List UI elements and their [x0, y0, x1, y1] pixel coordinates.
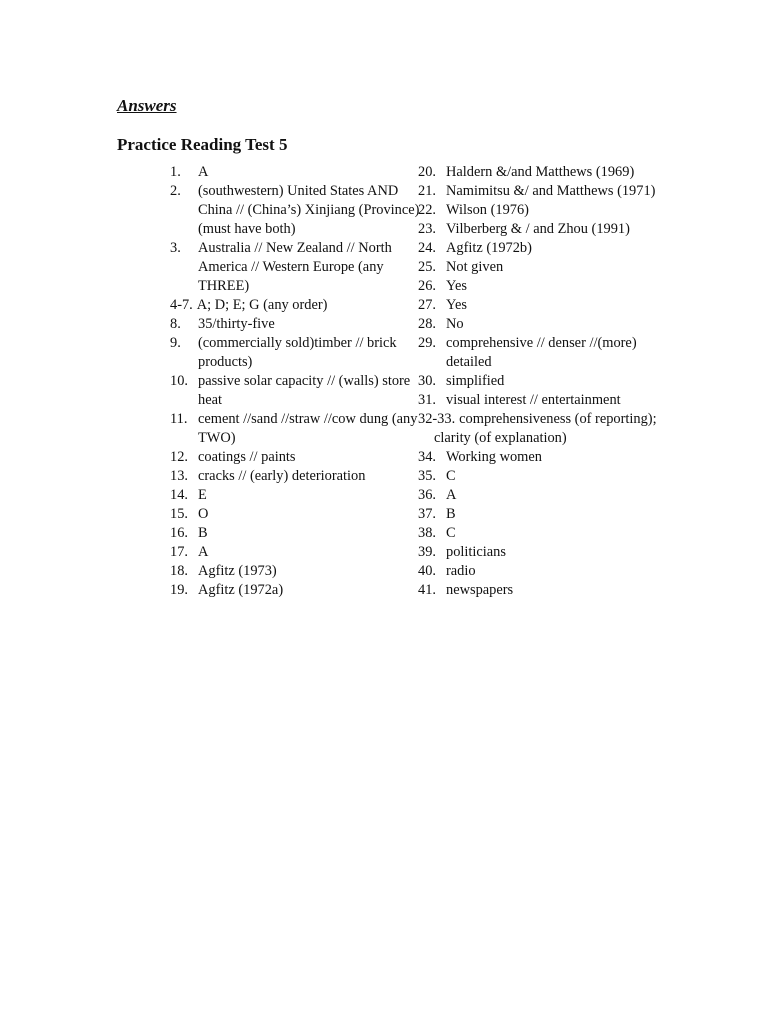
- answer-number: 4-7.: [170, 297, 193, 313]
- answer-text: politicians: [446, 544, 506, 560]
- answer-text: C: [446, 525, 456, 541]
- answer-item-10: [170, 372, 420, 410]
- answer-number: 18.: [170, 563, 188, 579]
- answer-text: Yes: [446, 297, 467, 313]
- answer-number: 40.: [418, 563, 436, 579]
- answer-item-36: [418, 486, 678, 505]
- answer-item-11: [170, 410, 420, 448]
- answer-text: Agfitz (1972a): [198, 582, 284, 598]
- answer-text: comprehensive // denser //(more) detailed: [446, 335, 637, 370]
- answer-number: 9.: [170, 335, 181, 351]
- answer-item-4-7: [170, 296, 420, 315]
- answer-text: radio: [446, 563, 476, 579]
- answer-number: 12.: [170, 449, 188, 465]
- answer-item-22: [418, 201, 678, 220]
- answer-number: 23.: [418, 221, 436, 237]
- answer-item-26: [418, 277, 678, 296]
- answers-right-column: [418, 163, 678, 600]
- answer-item-3: [170, 239, 420, 296]
- answer-text: cracks // (early) deterioration: [198, 468, 366, 484]
- answer-text: comprehensiveness (of reporting); clarity (of explanation): [434, 411, 657, 446]
- answer-text: C: [446, 468, 456, 484]
- answer-text: Wilson (1976): [446, 202, 529, 218]
- answer-number: 3.: [170, 240, 181, 256]
- answer-number: 35.: [418, 468, 436, 484]
- answers-left-column: [170, 163, 420, 600]
- answer-number: 2.: [170, 183, 181, 199]
- answers-heading: Answers: [117, 96, 177, 115]
- answer-item-9: [170, 334, 420, 372]
- answer-item-16: [170, 524, 420, 543]
- answer-number: 14.: [170, 487, 188, 503]
- answer-text: A: [198, 164, 209, 180]
- answer-text: Not given: [446, 259, 504, 275]
- answer-number: 34.: [418, 449, 436, 465]
- answer-item-32-33: [418, 410, 678, 448]
- answer-text: Haldern &/and Matthews (1969): [446, 164, 635, 180]
- answer-item-17: [170, 543, 420, 562]
- answer-text: Namimitsu &/ and Matthews (1971): [446, 183, 656, 199]
- answer-text: O: [198, 506, 209, 522]
- answer-number: 11.: [170, 411, 188, 427]
- answer-text: A: [446, 487, 457, 503]
- answer-item-29: [418, 334, 678, 372]
- answer-text: cement //sand //straw //cow dung (any TWO): [198, 411, 418, 446]
- answer-text: coatings // paints: [198, 449, 296, 465]
- answer-item-18: [170, 562, 420, 581]
- answer-text: simplified: [446, 373, 505, 389]
- answer-text: 35/thirty-five: [198, 316, 275, 332]
- answer-number: 27.: [418, 297, 436, 313]
- answer-number: 17.: [170, 544, 188, 560]
- answer-item-37: [418, 505, 678, 524]
- answer-number: 13.: [170, 468, 188, 484]
- answer-number: 19.: [170, 582, 188, 598]
- answer-item-30: [418, 372, 678, 391]
- answer-item-21: [418, 182, 678, 201]
- answer-number: 37.: [418, 506, 436, 522]
- answer-number: 26.: [418, 278, 436, 294]
- answer-number: 1.: [170, 164, 181, 180]
- answer-number: 30.: [418, 373, 436, 389]
- answer-number: 10.: [170, 373, 188, 389]
- answer-number: 8.: [170, 316, 181, 332]
- answer-number: 31.: [418, 392, 436, 408]
- answer-text: Australia // New Zealand // North America // Western Europe (any THREE): [198, 240, 392, 294]
- answer-text: A; D; E; G (any order): [196, 297, 328, 313]
- answer-text: Working women: [446, 449, 542, 465]
- answer-item-27: [418, 296, 678, 315]
- answer-text: B: [446, 506, 456, 522]
- answer-number: 15.: [170, 506, 188, 522]
- answer-item-8: [170, 315, 420, 334]
- answer-number: 24.: [418, 240, 436, 256]
- answer-number: 25.: [418, 259, 436, 275]
- answer-number: 32-33.: [418, 411, 456, 427]
- answer-number: 41.: [418, 582, 436, 598]
- answer-number: 20.: [418, 164, 436, 180]
- answer-text: Agfitz (1972b): [446, 240, 532, 256]
- answer-item-34: [418, 448, 678, 467]
- answer-number: 22.: [418, 202, 436, 218]
- answer-number: 39.: [418, 544, 436, 560]
- answer-text: B: [198, 525, 208, 541]
- answer-item-38: [418, 524, 678, 543]
- answer-item-19: [170, 581, 420, 600]
- answer-item-41: [418, 581, 678, 600]
- answer-item-2: [170, 182, 420, 239]
- answer-text: E: [198, 487, 207, 503]
- answer-item-23: [418, 220, 678, 239]
- answer-item-35: [418, 467, 678, 486]
- answer-text: newspapers: [446, 582, 514, 598]
- answer-text: passive solar capacity // (walls) store heat: [198, 373, 411, 408]
- answer-item-14: [170, 486, 420, 505]
- answer-number: 28.: [418, 316, 436, 332]
- answer-number: 36.: [418, 487, 436, 503]
- answer-number: 29.: [418, 335, 436, 351]
- answer-item-12: [170, 448, 420, 467]
- answer-number: 38.: [418, 525, 436, 541]
- answer-number: 16.: [170, 525, 188, 541]
- answer-text: Yes: [446, 278, 467, 294]
- answer-item-39: [418, 543, 678, 562]
- answer-text: (southwestern) United States AND China // (China’s) Xinjiang (Province) (must have both): [198, 183, 420, 237]
- test-title: Practice Reading Test 5: [117, 135, 288, 154]
- answer-item-1: [170, 163, 420, 182]
- answer-item-31: [418, 391, 678, 410]
- answer-text: A: [198, 544, 209, 560]
- answer-number: 21.: [418, 183, 436, 199]
- answer-item-15: [170, 505, 420, 524]
- answer-item-20: [418, 163, 678, 182]
- answer-item-25: [418, 258, 678, 277]
- answer-item-40: [418, 562, 678, 581]
- answer-text: visual interest // entertainment: [446, 392, 621, 408]
- answer-text: Agfitz (1973): [198, 563, 277, 579]
- answer-text: (commercially sold)timber // brick products): [198, 335, 397, 370]
- answer-text: Vilberberg & / and Zhou (1991): [446, 221, 630, 237]
- answer-item-24: [418, 239, 678, 258]
- answer-text: No: [446, 316, 464, 332]
- answer-item-13: [170, 467, 420, 486]
- answer-item-28: [418, 315, 678, 334]
